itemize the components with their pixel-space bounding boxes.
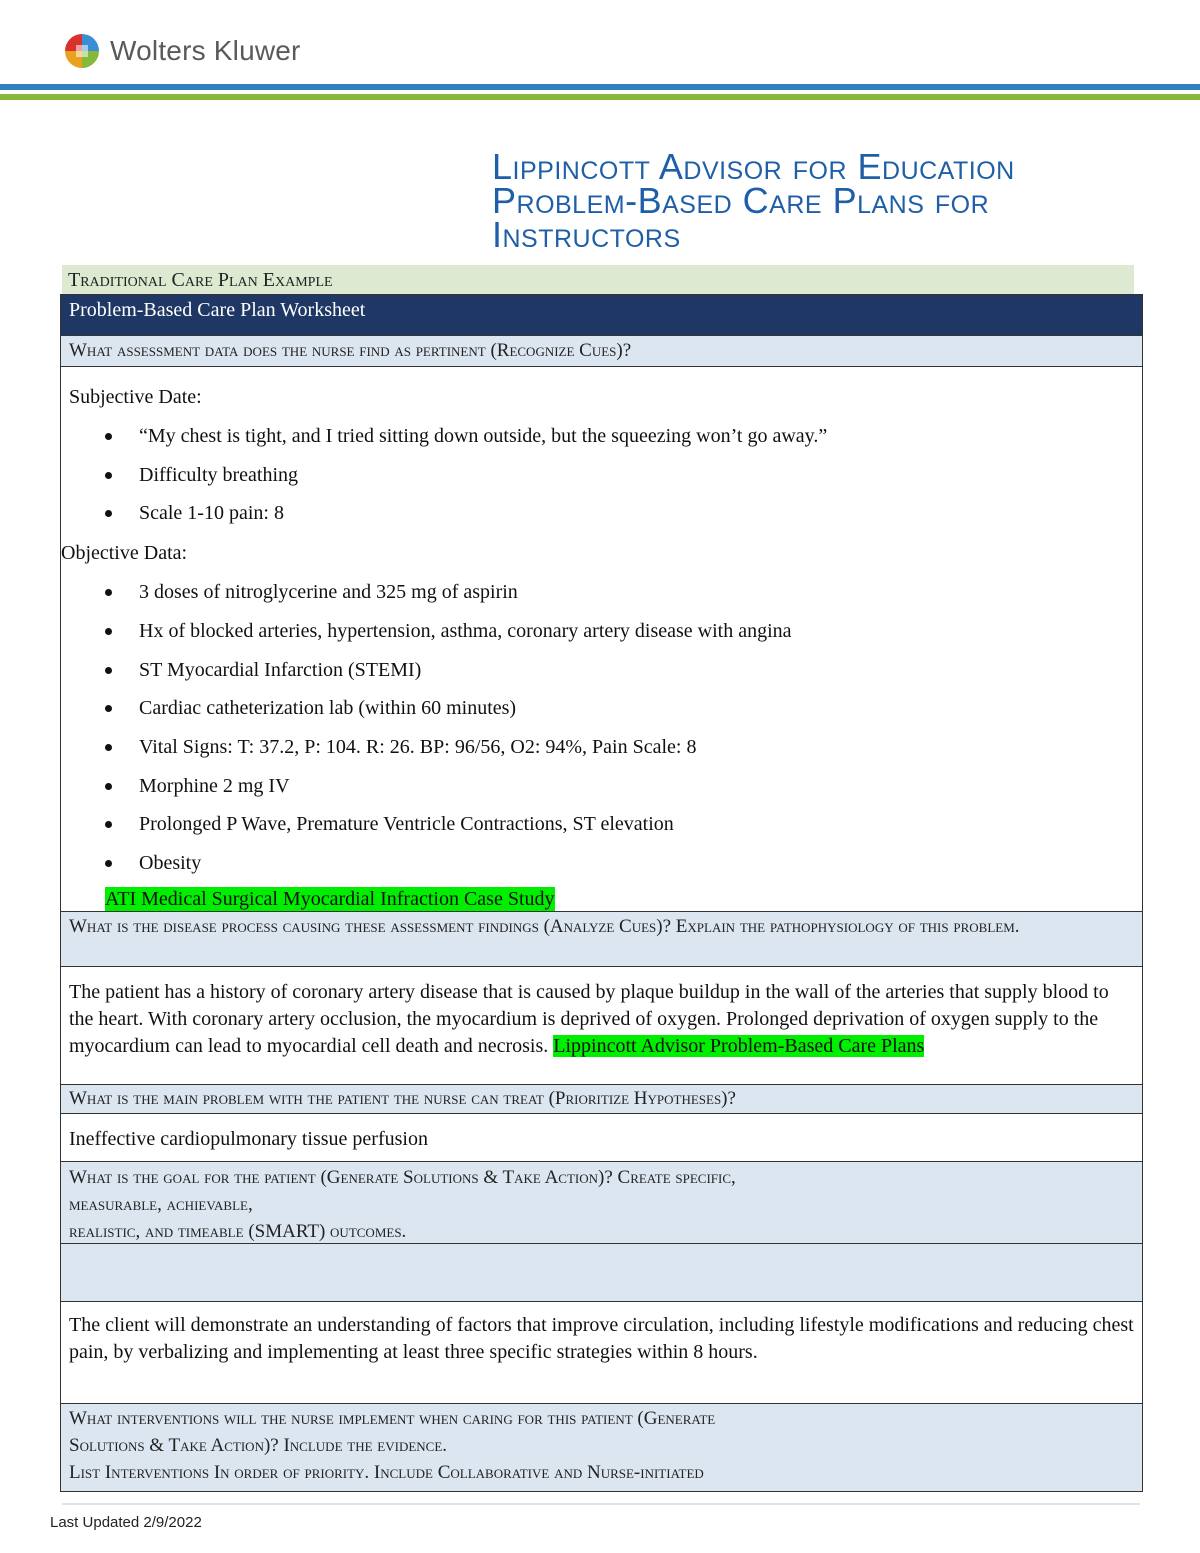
footer-updated: Last Updated 2/9/2022 [50, 1514, 202, 1531]
list-item: Prolonged P Wave, Premature Ventricle Contractions, ST elevation [61, 805, 1142, 844]
list-item: Scale 1-10 pain: 8 [61, 494, 1142, 533]
interventions-heading-line: Solutions & Take Action)? Include the evidence. [69, 1435, 448, 1456]
footer-rule [62, 1503, 1140, 1505]
care-plan-worksheet [60, 294, 1143, 1492]
document-title: Lippincott Advisor for Education Problem-Based Care Plans for Instructors [492, 146, 1015, 255]
reference-highlight: Lippincott Advisor Problem-Based Care Plans [553, 1035, 925, 1057]
list-item: 3 doses of nitroglycerine and 325 mg of aspirin [61, 573, 1142, 612]
prioritize-heading: What is the main problem with the patient the nurse can treat (Prioritize Hypotheses)? [61, 1084, 1142, 1113]
interventions-heading-line: What interventions will the nurse implement when caring for this patient (Generate [69, 1408, 716, 1429]
main-problem-answer: Ineffective cardiopulmonary tissue perfusion [61, 1113, 1142, 1161]
wolters-kluwer-logo-icon [62, 31, 102, 71]
goal-heading-line: measurable, achievable, [69, 1194, 253, 1215]
recognize-cues-heading: What assessment data does the nurse find as pertinent (Recognize Cues)? [61, 335, 1142, 366]
smart-outcome-text: The client will demonstrate an understanding of factors that improve circulation, including lifestyle modifications and reducing chest pain, by verbalizing and implementing at least three specific strategies within 8 hours. [69, 1314, 1134, 1363]
objective-list [61, 573, 1142, 883]
interventions-heading-line: List Interventions In order of priority. Include Collaborative and Nurse-initiated [69, 1462, 704, 1483]
subjective-list [61, 417, 1142, 533]
pathophysiology-paragraph: The patient has a history of coronary artery disease that is caused by plaque buildup in the wall of the arteries that supply blood to the heart. With coronary artery occlusion, the myocardium is deprived of oxygen. Prolonged deprivation of oxygen supply to the myocardium can lead to myocardial cell death and necrosis. [69, 981, 1109, 1057]
list-item: Cardiac catheterization lab (within 60 minutes) [61, 689, 1142, 728]
list-item: Difficulty breathing [61, 456, 1142, 495]
section-label: Traditional Care Plan Example [62, 265, 1134, 294]
subjective-label: Subjective Date: [69, 386, 202, 408]
goal-heading-line: realistic, and timeable (SMART) outcomes. [69, 1221, 407, 1242]
brand-name: Wolters Kluwer [110, 35, 301, 66]
list-item: Morphine 2 mg IV [61, 767, 1142, 806]
recognize-cues-body [61, 366, 1142, 911]
brand-stripes [0, 84, 1200, 100]
goal-body [61, 1301, 1142, 1403]
goal-empty-row [61, 1243, 1142, 1301]
brand-header [62, 30, 301, 72]
interventions-heading [61, 1403, 1142, 1491]
list-item: Vital Signs: T: 37.2, P: 104. R: 26. BP: 96/56, O2: 94%, Pain Scale: 8 [61, 728, 1142, 767]
list-item: Obesity [61, 844, 1142, 883]
list-item: Hx of blocked arteries, hypertension, asthma, coronary artery disease with angina [61, 612, 1142, 651]
analyze-cues-body [61, 966, 1142, 1084]
list-item: ST Myocardial Infarction (STEMI) [61, 651, 1142, 690]
goal-heading [61, 1161, 1142, 1243]
reference-highlight: ATI Medical Surgical Myocardial Infraction Case Study [105, 887, 555, 910]
list-item: “My chest is tight, and I tried sitting down outside, but the squeezing won’t go away.” [61, 417, 1142, 456]
pathophysiology-text [61, 967, 1142, 1060]
worksheet-title: Problem-Based Care Plan Worksheet [61, 295, 1142, 335]
goal-heading-line: What is the goal for the patient (Generate Solutions & Take Action)? Create specific, [69, 1167, 736, 1188]
objective-label: Objective Data: [61, 542, 188, 565]
analyze-cues-heading: What is the disease process causing these assessment findings (Analyze Cues)? Explain the pathophysiology of this problem. [61, 911, 1142, 966]
